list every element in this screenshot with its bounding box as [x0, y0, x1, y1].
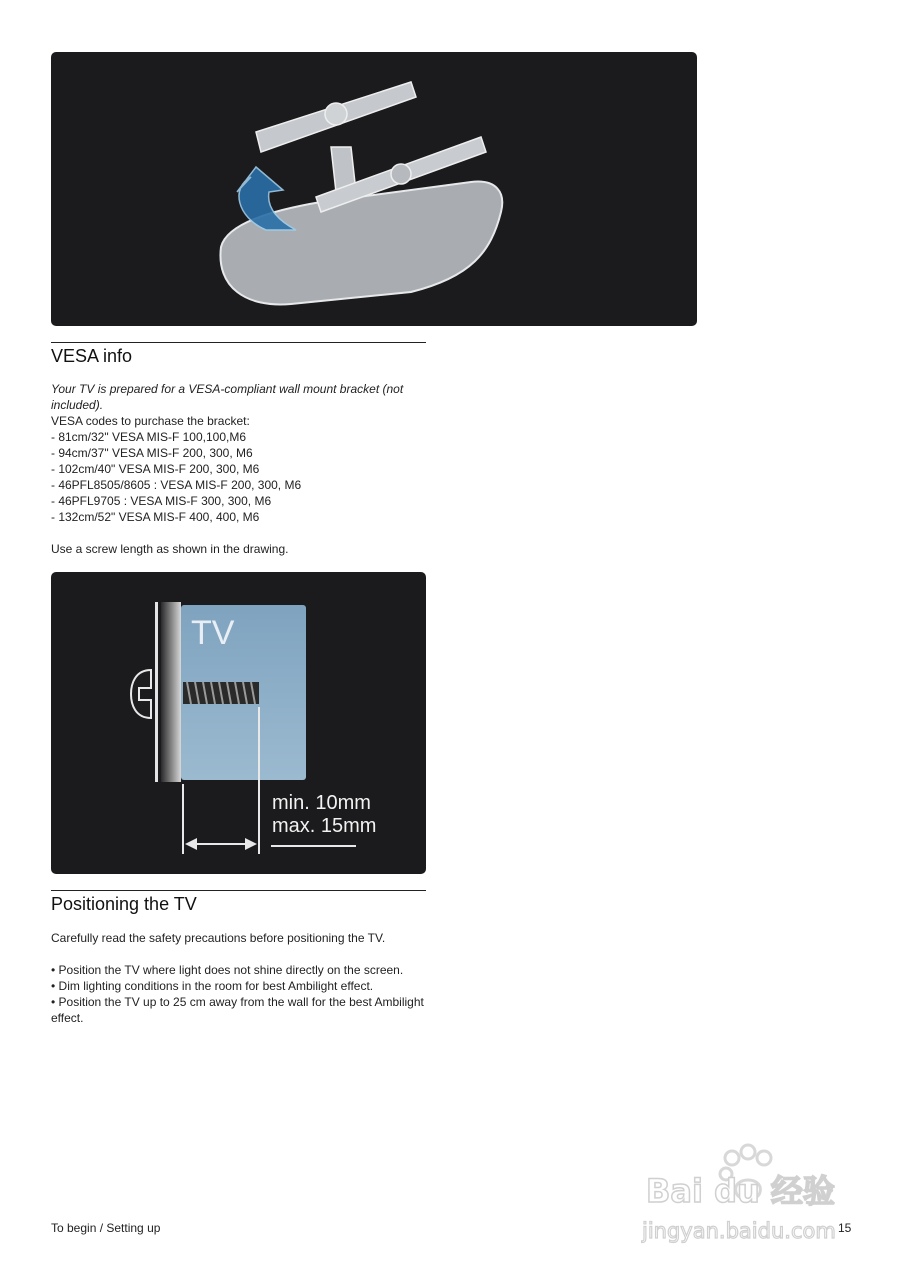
watermark-url: jingyan.baidu.com — [642, 1219, 836, 1243]
screw-length-diagram — [51, 572, 426, 874]
lower-knob — [391, 164, 411, 184]
footer-section-label: To begin / Setting up — [51, 1221, 161, 1235]
min-length-label: min. 10mm — [272, 792, 371, 814]
vesa-code-item: - 94cm/37" VESA MIS-F 200, 300, M6 — [51, 446, 253, 460]
bracket-plate — [161, 602, 181, 782]
positioning-intro: Carefully read the safety precautions before positioning the TV. — [51, 931, 386, 945]
positioning-bullet: • Dim lighting conditions in the room for best Ambilight effect. — [51, 979, 374, 993]
baidu-watermark — [640, 1140, 855, 1250]
vesa-code-item: - 132cm/52" VESA MIS-F 400, 400, M6 — [51, 510, 260, 524]
arrowhead-left-icon — [185, 838, 197, 850]
tv-label: TV — [191, 614, 235, 652]
vesa-code-item: - 46PFL9705 : VESA MIS-F 300, 300, M6 — [51, 494, 272, 508]
watermark-brand: Bai du 经验 — [646, 1172, 835, 1210]
wall-line — [155, 602, 158, 782]
section-rule — [51, 342, 426, 343]
section-rule — [51, 890, 426, 891]
paw-logo-icon — [640, 1140, 855, 1250]
vesa-heading: VESA info — [51, 346, 133, 366]
vesa-body — [51, 381, 431, 557]
positioning-bullet: • Position the TV where light does not shine directly on the screen. — [51, 963, 404, 977]
vesa-code-item: - 81cm/32" VESA MIS-F 100,100,M6 — [51, 430, 247, 444]
stand-illustration — [51, 52, 697, 326]
max-length-label: max. 15mm — [272, 815, 377, 837]
positioning-body — [51, 930, 431, 1026]
positioning-bullet: • Position the TV up to 25 cm away from the wall for the best Ambilight effect. — [51, 995, 424, 1025]
vesa-code-item: - 46PFL8505/8605 : VESA MIS-F 200, 300, M6 — [51, 478, 302, 492]
screw-head — [131, 670, 151, 718]
screw-note: Use a screw length as shown in the drawing. — [51, 542, 289, 556]
vesa-intro: Your TV is prepared for a VESA-compliant wall mount bracket (not included). — [51, 382, 404, 412]
stand-drawing — [51, 52, 697, 326]
bracket-knob — [325, 103, 347, 125]
arrowhead-right-icon — [245, 838, 257, 850]
page-number: 15 — [838, 1221, 852, 1235]
vesa-code-item: - 102cm/40" VESA MIS-F 200, 300, M6 — [51, 462, 260, 476]
screw-drawing — [51, 572, 426, 874]
positioning-heading: Positioning the TV — [51, 894, 197, 914]
vesa-codes-title: VESA codes to purchase the bracket: — [51, 414, 250, 428]
